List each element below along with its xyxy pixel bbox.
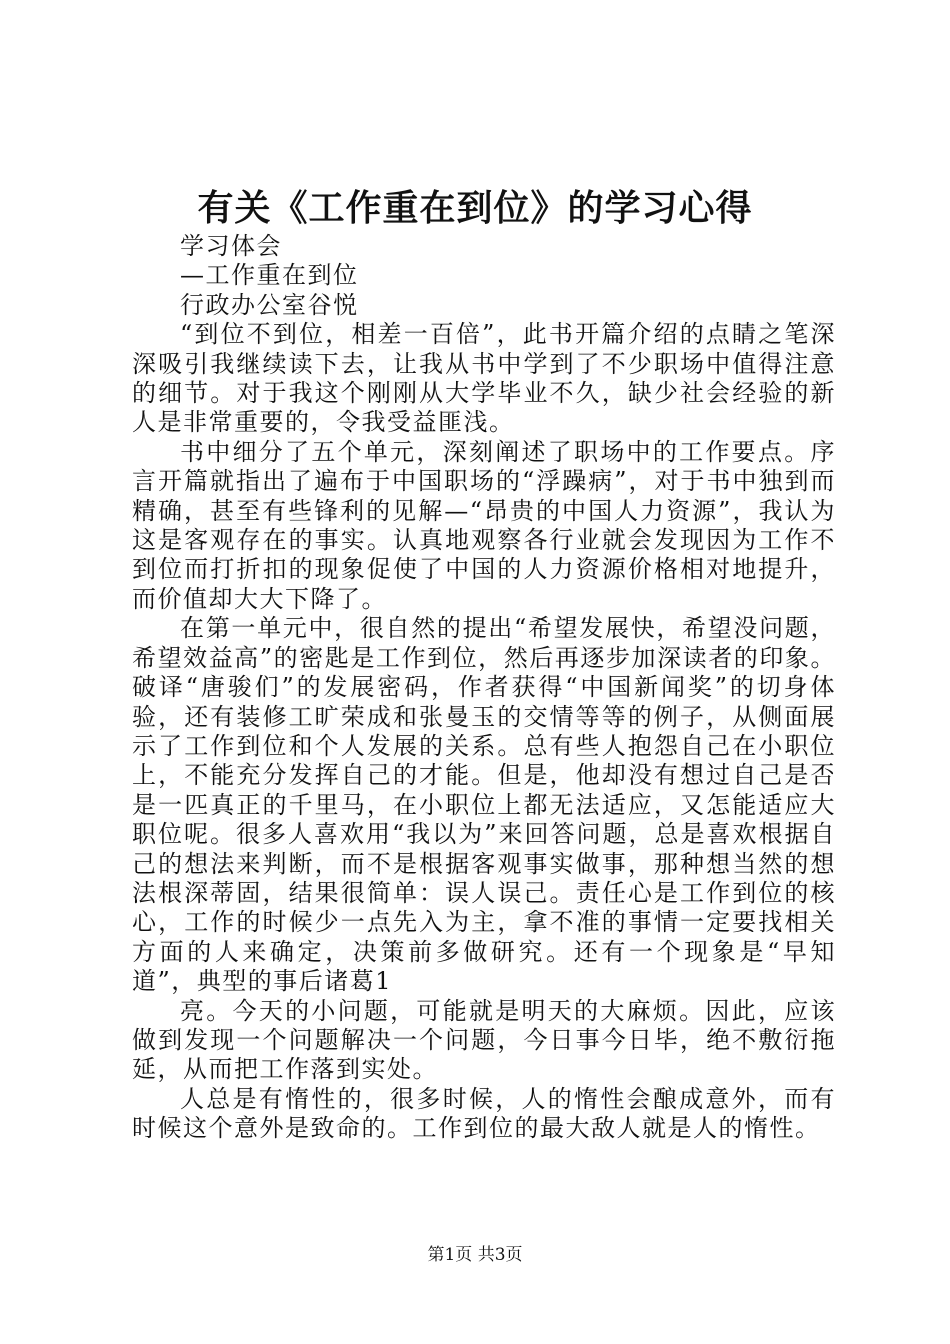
author-line: 行政办公室谷悦 [180,290,359,319]
subheading-topic: —工作重在到位 [180,261,359,290]
paragraph-4: 亮。今天的小问题，可能就是明天的大麻烦。因此，应该做到发现一个问题解决一个问题，今日事今日毕，绝不敷衍拖延，从而把工作落到实处。 [132,996,836,1084]
paragraph-1: “到位不到位，相差一百倍”，此书开篇介绍的点睛之笔深深吸引我继续读下去，让我从书中学到了不少职场中值得注意的细节。对于我这个刚刚从大学毕业不久，缺少社会经验的新人是非常重要的，令我受益匪浅。 [132,320,836,437]
paragraph-3: 在第一单元中，很自然的提出“希望发展快，希望没问题，希望效益高”的密匙是工作到位，然后再逐步加深读者的印象。破译“唐骏们”的发展密码，作者获得“中国新闻奖”的切身体验，还有装修工旷荣成和张曼玉的交情等等的例子，从侧面展示了工作到位和个人发展的关系。总有些人抱怨自己在小职位上，不能充分发挥自己的才能。但是，他却没有想过自己是否是一匹真正的千里马，在小职位上都无法适应，又怎能适应大职位呢。很多人喜欢用“我以为”来回答问题，总是喜欢根据自己的想法来判断，而不是根据客观事实做事，那种想当然的想法根深蒂固，结果很简单：误人误己。责任心是工作到位的核心，工作的时候少一点先入为主，拿不准的事情一定要找相关方面的人来确定，决策前多做研究。还有一个现象是“早知道”，典型的事后诸葛1 [132,614,836,996]
subheading-study: 学习体会 [180,232,282,260]
document-body [132,232,836,1144]
document-title: 有关《工作重在到位》的学习心得 [197,187,753,229]
page-footer: 第1页 共3页 [427,1245,523,1265]
paragraph-5: 人总是有惰性的，很多时候，人的惰性会酿成意外，而有时候这个意外是致命的。工作到位的最大敌人就是人的惰性。 [132,1084,836,1143]
paragraph-2: 书中细分了五个单元，深刻阐述了职场中的工作要点。序言开篇就指出了遍布于中国职场的“浮躁病”，对于书中独到而精确，甚至有些锋利的见解—“昂贵的中国人力资源”，我认为这是客观存在的事实。认真地观察各行业就会发现因为工作不到位而打折扣的现象促使了中国的人力资源价格相对地提升，而价值却大大下降了。 [132,437,836,613]
